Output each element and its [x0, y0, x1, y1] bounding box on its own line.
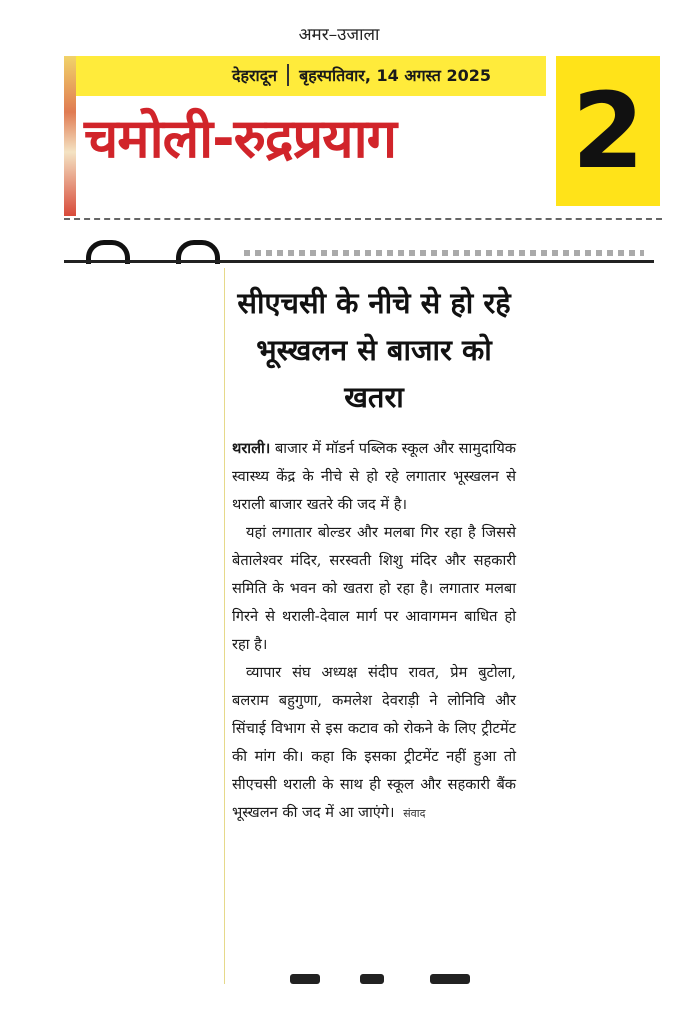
- article-headline: सीएचसी के नीचे से हो रहे भूस्खलन से बाजार को खतरा: [237, 286, 511, 414]
- article-credit: संवाद: [403, 807, 426, 820]
- page-number-box: [556, 56, 660, 206]
- article-paragraph: यहां लगातार बोल्डर और मलबा गिर रहा है जिससे बेतालेश्वर मंदिर, सरस्वती शिशु मंदिर और सहकारी समिति के भवन को खतरा हो रहा है। लगातार मलबा गिरने से थराली-देवाल मार्ग पर आवागमन बाधित हो रहा है।: [232, 524, 516, 653]
- cropped-headline-rule: [64, 260, 654, 263]
- cropped-text-line: [244, 250, 644, 256]
- column-rule: [224, 268, 225, 984]
- edition-city: देहरादून: [232, 66, 278, 85]
- dashed-divider: [64, 218, 662, 220]
- news-article: [232, 280, 516, 828]
- section-title: चमोली-रुद्रप्रयाग: [84, 107, 396, 170]
- article-paragraph: [232, 435, 516, 519]
- cropped-glyph: [360, 974, 384, 984]
- page-number: 2: [571, 70, 645, 192]
- issue-date: बृहस्पतिवार, 14 अगस्त 2025: [299, 66, 492, 85]
- cropped-glyph: [290, 974, 320, 984]
- paragraph-text: बाजार में मॉडर्न पब्लिक स्कूल और सामुदायिक स्वास्थ्य केंद्र के नीचे से हो रहे लगातार भूस्खलन से थराली बाजार खतरे की जद में है।: [232, 440, 517, 513]
- cropped-glyph: [430, 974, 470, 984]
- newspaper-name: अमर–उजाला: [298, 25, 380, 45]
- article-dateline: थराली।: [232, 440, 271, 457]
- article-body: [232, 435, 516, 828]
- article-paragraph: [232, 659, 516, 828]
- paragraph-text: व्यापार संघ अध्यक्ष संदीप रावत, प्रेम बुटोला, बलराम बहुगुणा, कमलेश देवराड़ी ने लोनिवि और सिंचाई विभाग से इस कटाव को रोकने के लिए ट्रीटमेंट की मांग की। कहा कि इसका ट्रीटमेंट नहीं हुआ तो सीएचसी थराली के साथ ही स्कूल और सहकारी बैंक भूस्खलन की जद में आ जाएंगे।: [232, 664, 516, 821]
- cropped-next-headline: [250, 970, 510, 986]
- dateline-separator: [287, 64, 289, 86]
- adjacent-photo-edge: [64, 56, 76, 216]
- header-dateline: [232, 60, 491, 90]
- cropped-adjacent-headline: [64, 236, 654, 264]
